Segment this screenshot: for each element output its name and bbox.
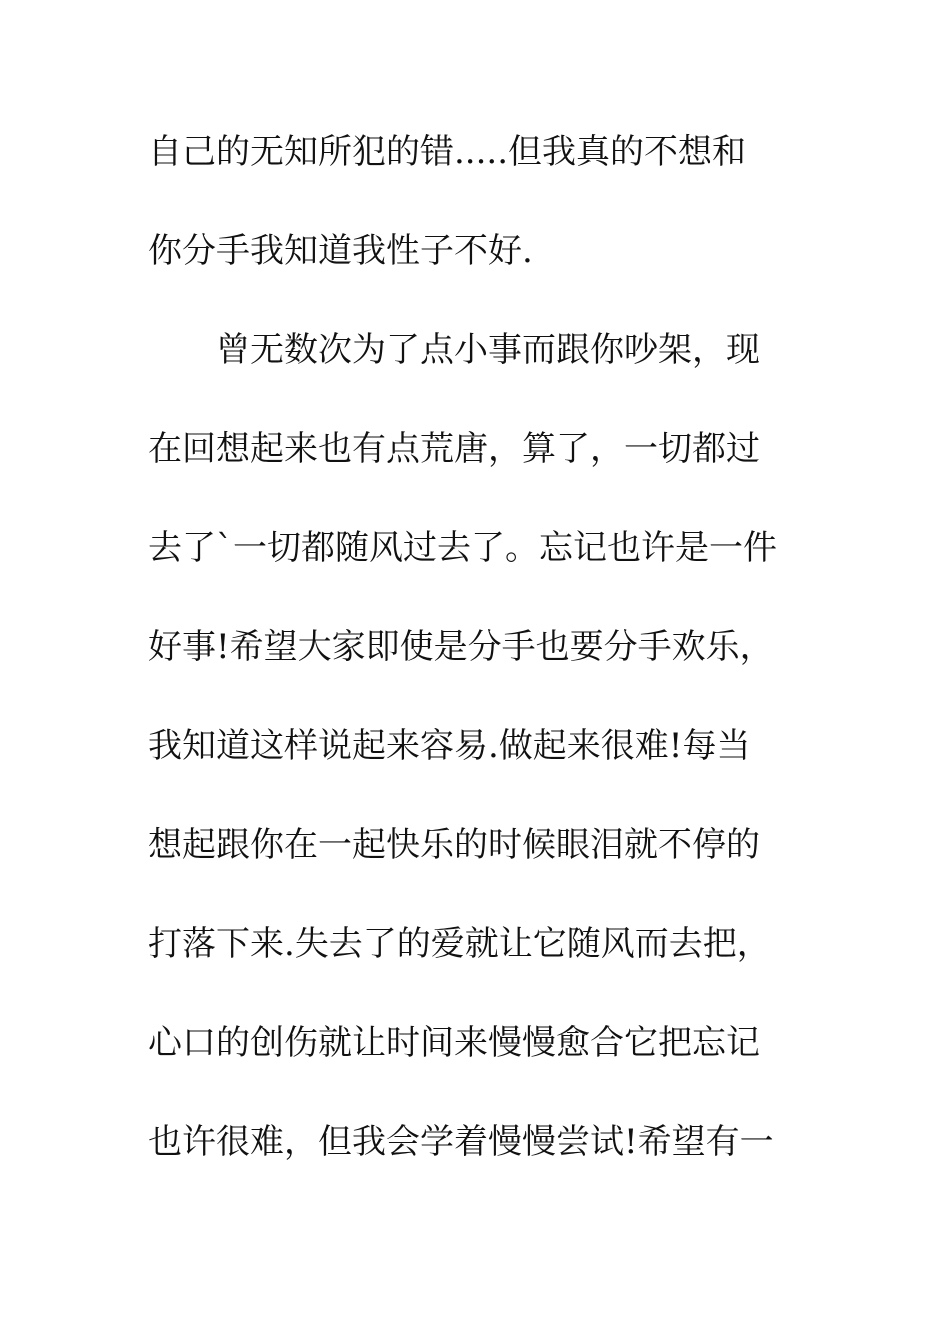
text-line: 在回想起来也有点荒唐，算了，一切都过 [148,429,760,469]
text-line: 我知道这样说起来容易.做起来很难!每当 [148,726,751,766]
text-line: 也许很难，但我会学着慢慢尝试!希望有一 [148,1122,774,1162]
text-line: 去了`一切都随风过去了。忘记也许是一件 [148,528,777,568]
text-line: 自己的无知所犯的错.....但我真的不想和 [148,132,747,172]
body-text [148,122,808,1211]
text-line: 你分手我知道我性子不好. [148,231,533,271]
text-line: 打落下来.失去了的爱就让它随风而去把， [148,924,771,964]
text-line: 好事!希望大家即使是分手也要分手欢乐， [148,627,774,667]
text-line: 曾无数次为了点小事而跟你吵架，现 [148,330,760,370]
text-line: 心口的创伤就让时间来慢慢愈合它把忘记 [148,1023,760,1063]
text-line: 想起跟你在一起快乐的时候眼泪就不停的 [148,825,760,865]
